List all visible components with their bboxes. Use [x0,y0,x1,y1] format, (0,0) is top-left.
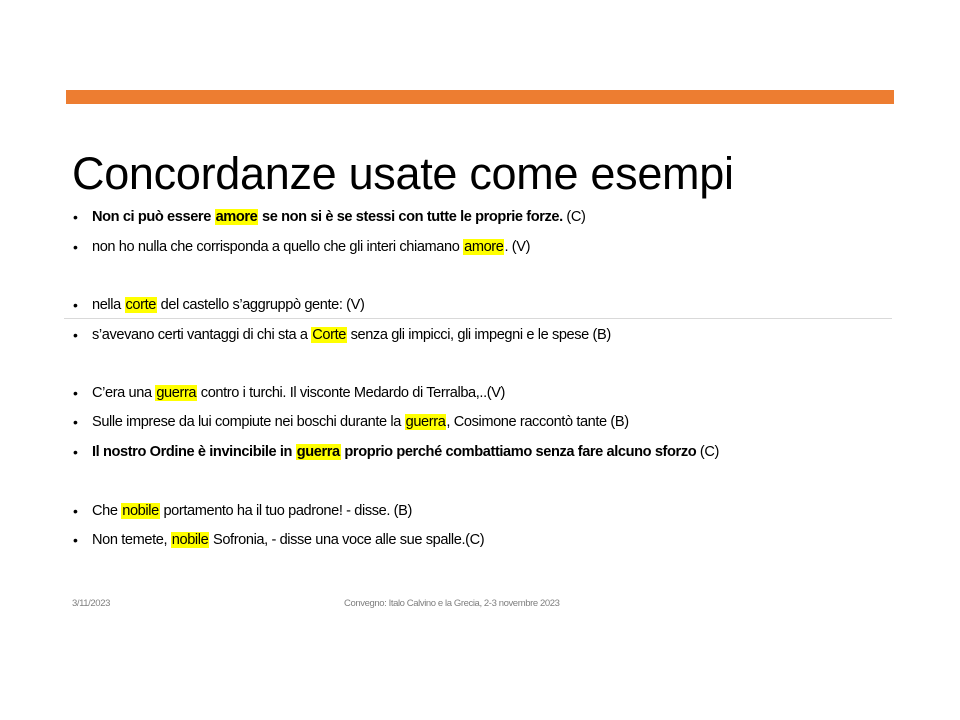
bullet-item [73,292,893,318]
divider [64,318,892,319]
bullet-dot: • [73,385,78,401]
bullet-dot: • [73,444,78,460]
bullet-item [73,234,893,260]
bullet-text: Sulle imprese da lui compiute nei boschi durante la guerra, Cosimone raccontò tante (B) [92,414,629,430]
bullet-dot: • [73,209,78,225]
bullet-text: s’avevano certi vantaggi di chi sta a Corte senza gli impicci, gli impegni e le spese (B) [92,327,611,343]
highlighted-keyword: guerra [296,444,340,460]
bullet-text: Il nostro Ordine è invincibile in guerra proprio perché combattiamo senza fare alcuno sforzo (C) [92,444,719,460]
footer-event: Convegno: Italo Calvino e la Grecia, 2-3 novembre 2023 [344,598,560,609]
bullet-item [73,498,893,524]
bullet-dot: • [73,532,78,548]
bullet-dot: • [73,297,78,313]
highlighted-keyword: guerra [405,414,446,430]
bullet-text: non ho nulla che corrisponda a quello che gli interi chiamano amore. (V) [92,239,531,255]
highlighted-keyword: Corte [312,327,346,343]
footer-date: 3/11/2023 [72,598,110,609]
highlighted-keyword: nobile [122,503,159,519]
highlighted-keyword: corte [125,297,156,313]
highlighted-keyword: amore [464,239,504,255]
slide-title: Concordanze usate come esempi [72,148,734,199]
bullet-dot: • [73,414,78,430]
bullet-item [73,527,893,553]
bullet-item [73,409,893,435]
bullet-text: Che nobile portamento ha il tuo padrone! - disse. (B) [92,503,412,519]
bullet-text: nella corte del castello s’aggruppò gente: (V) [92,297,365,313]
bullet-item [73,380,893,406]
highlighted-keyword: nobile [171,532,209,548]
bullet-item [73,439,893,465]
bullet-item [73,322,893,348]
bullet-text: Non temete, nobile Sofronia, - disse una voce alle sue spalle.(C) [92,532,485,548]
bullet-text: Non ci può essere amore se non si è se stessi con tutte le proprie forze. (C) [92,209,586,225]
bullet-dot: • [73,239,78,255]
bullet-dot: • [73,503,78,519]
highlighted-keyword: guerra [156,385,197,401]
bullet-text: C’era una guerra contro i turchi. Il visconte Medardo di Terralba,..(V) [92,385,505,401]
highlighted-keyword: amore [215,209,258,225]
bullet-dot: • [73,327,78,343]
bullet-item [73,204,893,230]
